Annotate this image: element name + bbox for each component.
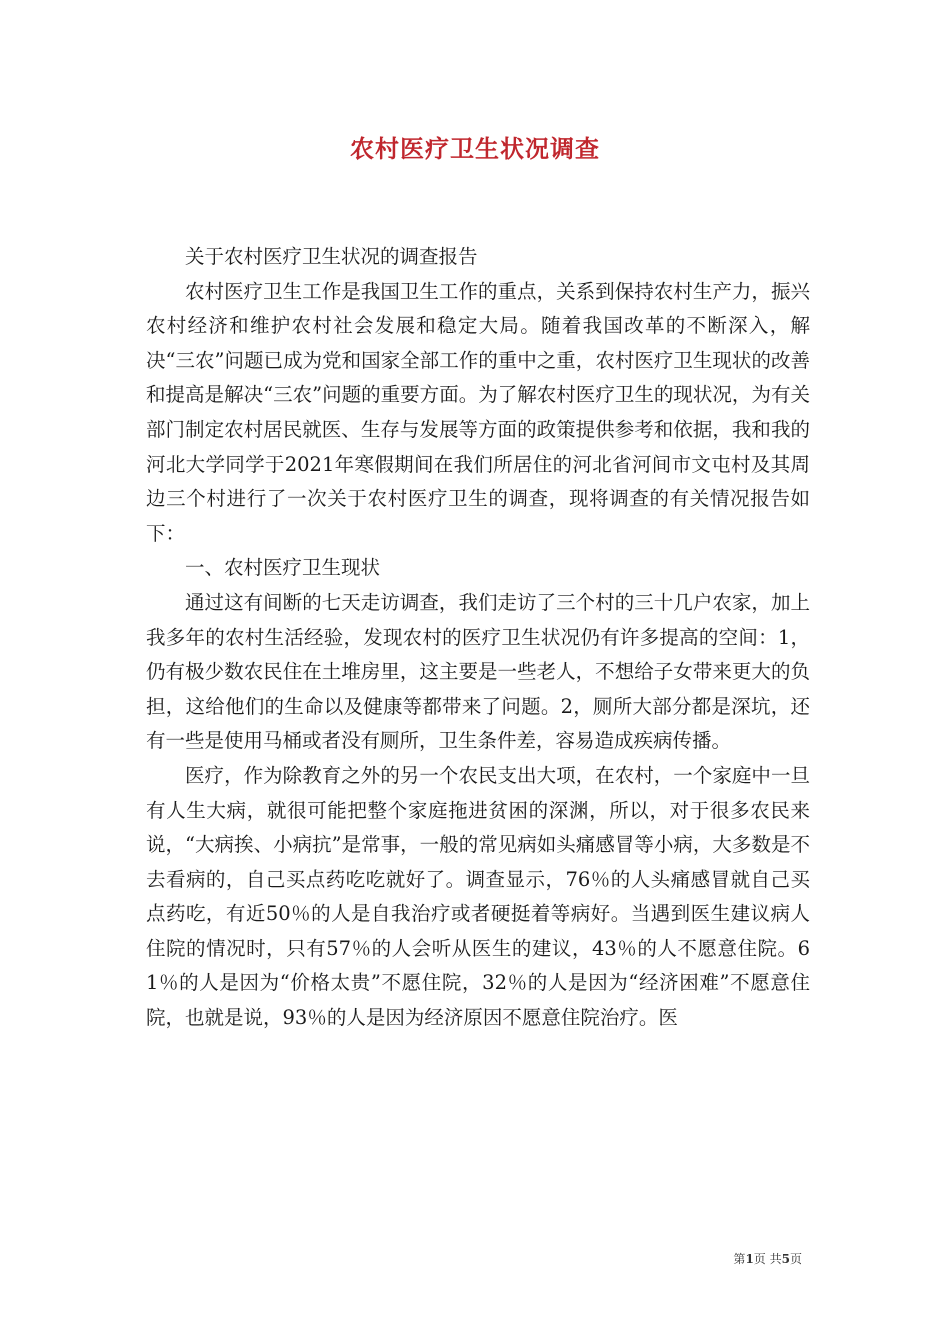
survey-paragraph: 通过这有间断的七天走访调查，我们走访了三个村的三十几户农家，加上我多年的农村生活经验，发现农村的医疗卫生状况仍有许多提高的空间：1，仍有极少数农民住在土堆房里，这主要是一些老人，不想给子女带来更大的负担，这给他们的生命以及健康等都带来了问题。2，厕所大部分都是深坑，还有一些是使用马桶或者没有厕所，卫生条件差，容易造成疾病传播。 (146, 590, 810, 753)
page-number-footer (733, 1250, 802, 1267)
medical-paragraph: 医疗，作为除教育之外的另一个农民支出大项，在农村，一个家庭中一旦有人生大病，就很可能把整个家庭拖进贫困的深渊，所以，对于很多农民来说，“大病挨、小病抗”是常事，一般的常见病如头痛感冒等小病，大多数是不去看病的，自己买点药吃吃就好了。调查显示，76％的人头痛感冒就自己买点药吃，有近50％的人是自我治疗或者硬挺着等病好。当遇到医生建议病人住院的情况时，只有57％的人会听从医生的建议，43％的人不愿意住院。61％的人是因为“价格太贵”不愿住院，32％的人是因为“经济困难”不愿意住院，也就是说，93％的人是因为经济原因不愿意住院治疗。医 (146, 763, 810, 1030)
intro-paragraph: 农村医疗卫生工作是我国卫生工作的重点，关系到保持农村生产力，振兴农村经济和维护农村社会发展和稳定大局。随着我国改革的不断深入，解决“三农”问题已成为党和国家全部工作的重中之重，农村医疗卫生现状的改善和提高是解决“三农”问题的重要方面。为了解农村医疗卫生的现状况，为有关部门制定农村居民就医、生存与发展等方面的政策提供参考和依据，我和我的河北大学同学于2021年寒假期间在我们所居住的河北省河间市文屯村及其周边三个村进行了一次关于农村医疗卫生的调查，现将调查的有关情况报告如下： (146, 279, 810, 545)
footer-total-pages: 5 (781, 1252, 790, 1266)
footer-suffix: 页 (789, 1252, 802, 1266)
footer-prefix: 第 (733, 1252, 746, 1266)
document-body (146, 240, 810, 1036)
report-subtitle: 关于农村医疗卫生状况的调查报告 (185, 245, 478, 268)
footer-middle: 页 共 (753, 1252, 782, 1266)
section-heading: 一、农村医疗卫生现状 (185, 556, 381, 580)
document-title: 农村医疗卫生状况调查 (350, 134, 600, 163)
footer-current-page: 1 (745, 1252, 754, 1266)
